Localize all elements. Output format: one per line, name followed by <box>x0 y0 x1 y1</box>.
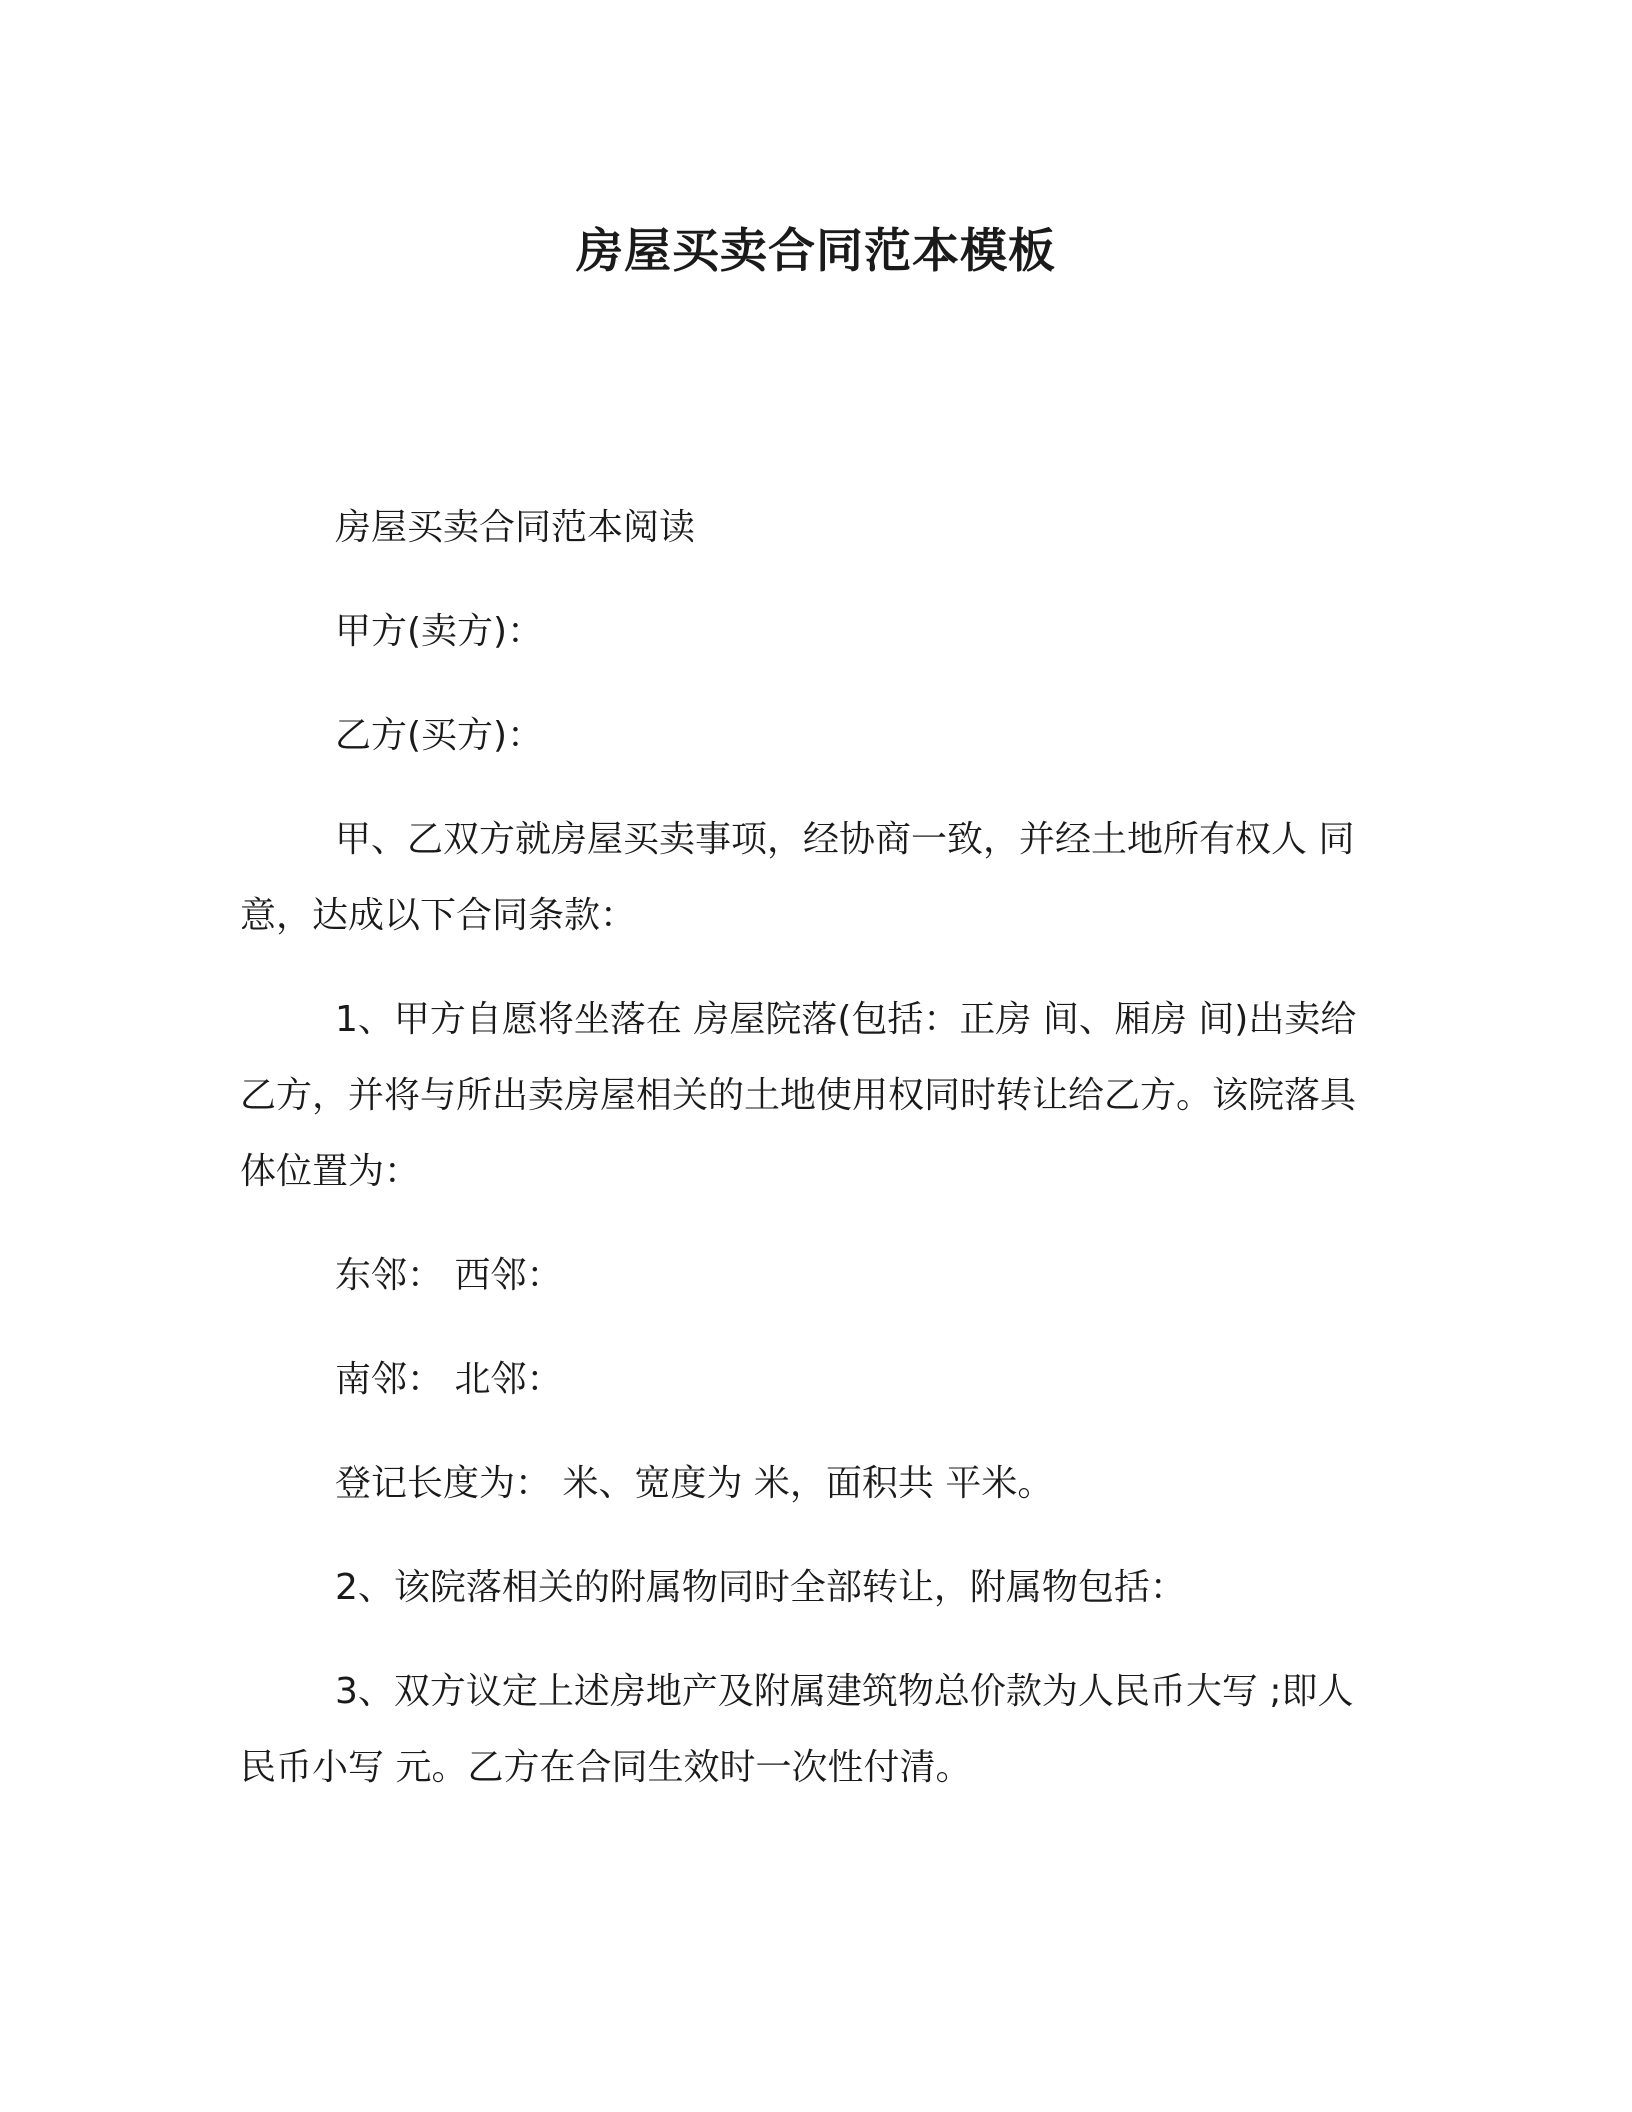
paragraph-clause-2: 2、该院落相关的附属物同时全部转让，附属物包括： <box>335 1567 1186 1608</box>
document-body <box>240 490 1380 1834</box>
document-title: 房屋买卖合同范本模板 <box>576 224 1056 279</box>
paragraph-clause-1: 1、甲方自愿将坐落在 房屋院落(包括：正房 间、厢房 间)出卖给乙方，并将与所出卖房屋相关的土地使用权同时转让给乙方。该院落具体位置为： <box>240 999 1357 1192</box>
paragraph-party-b: 乙方(买方)： <box>335 715 544 756</box>
paragraph-agreement-intro: 甲、乙双方就房屋买卖事项，经协商一致，并经土地所有权人 同意，达成以下合同条款： <box>240 819 1355 936</box>
paragraph-neighbors-east-west: 东邻： 西邻： <box>335 1255 563 1296</box>
paragraph-party-a: 甲方(卖方)： <box>335 611 544 652</box>
paragraph-dimensions: 登记长度为： 米、宽度为 米，面积共 平米。 <box>335 1463 1054 1504</box>
paragraph-clause-3: 3、双方议定上述房地产及附属建筑物总价款为人民币大写 ;即人民币小写 元。乙方在合同生效时一次性付清。 <box>240 1671 1354 1788</box>
paragraph-subtitle: 房屋买卖合同范本阅读 <box>335 507 696 548</box>
paragraph-neighbors-south-north: 南邻： 北邻： <box>335 1359 563 1400</box>
